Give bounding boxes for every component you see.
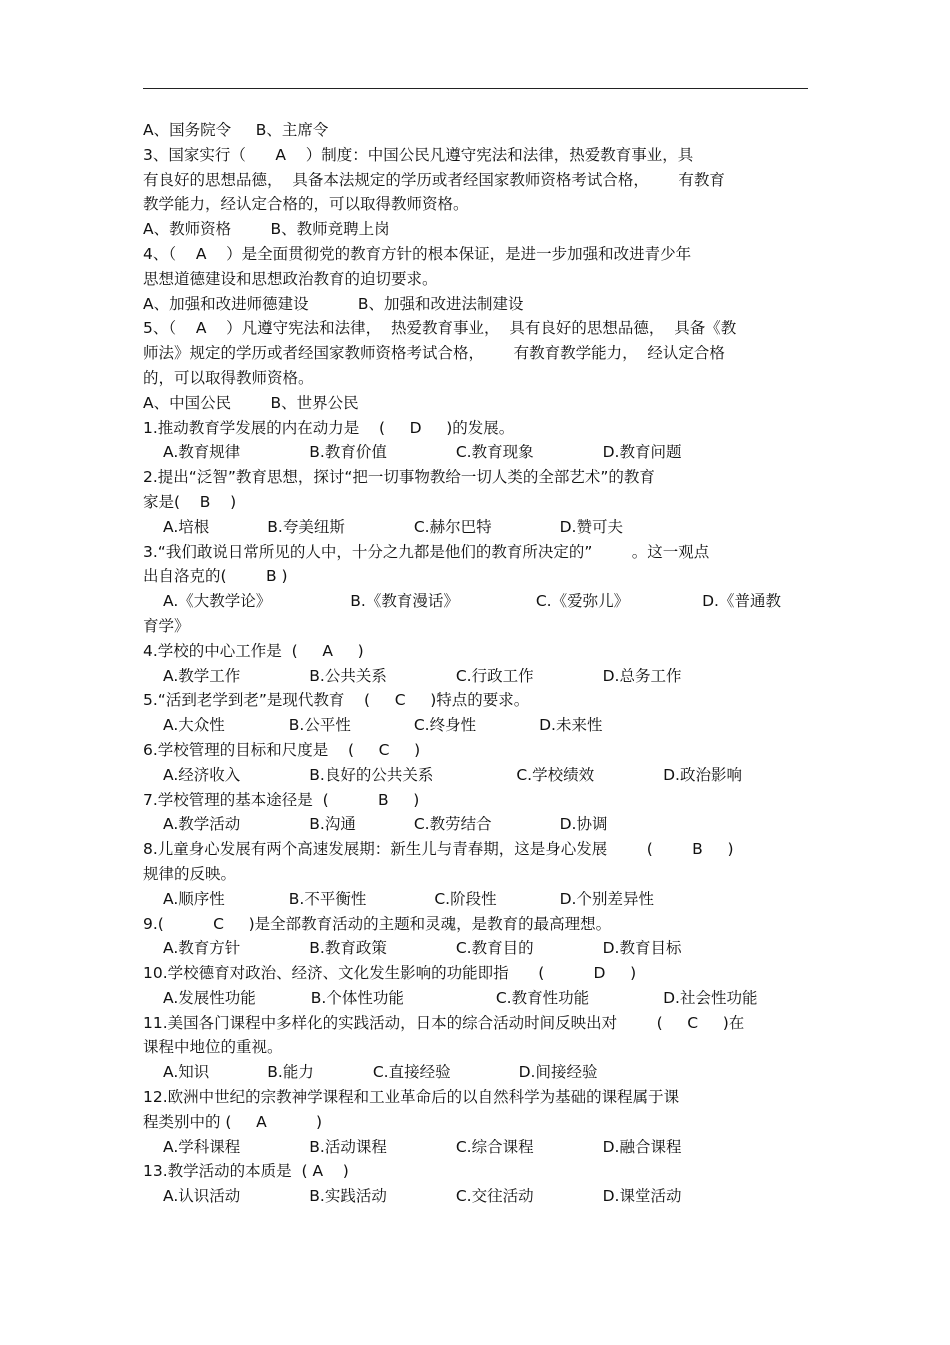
- option-item: C.直接经验: [372, 1063, 451, 1082]
- option-item: B.个体性功能: [310, 988, 404, 1007]
- option-item: D.总务工作: [602, 666, 682, 685]
- options-row: [143, 763, 808, 788]
- option-item: C.教育目的: [455, 939, 534, 958]
- option-item: A.顺序性: [163, 889, 225, 908]
- option-item: A.发展性功能: [163, 988, 256, 1007]
- option-item: B.公共关系: [309, 666, 387, 685]
- option-item: A.经济收入: [163, 765, 241, 784]
- text-line: A、加强和改进师德建设 B、加强和改进法制建设: [143, 294, 524, 313]
- text-line: 5、（ A ）凡遵守宪法和法律， 热爱教育事业， 具有良好的思想品德， 具备《教: [143, 319, 737, 338]
- options-row: [143, 440, 808, 465]
- option-item: D.教育目标: [602, 939, 682, 958]
- text-line: 9.( C )是全部教育活动的主题和灵魂，是教育的最高理想。: [143, 914, 612, 933]
- options-row: [143, 887, 808, 912]
- header-rule: [143, 88, 808, 89]
- text-line: 程类别中的 ( A ): [143, 1112, 323, 1131]
- option-item: C.教劳结合: [413, 815, 492, 834]
- option-item: A.大众性: [163, 716, 225, 735]
- option-item: B.沟通: [309, 815, 356, 834]
- options-row: [143, 515, 808, 540]
- text-line: 4、（ A ）是全面贯彻党的教育方针的根本保证，是进一步加强和改进青少年: [143, 244, 692, 263]
- option-item: A.教学工作: [163, 666, 241, 685]
- text-line: 7.学校管理的基本途径是 ( B ): [143, 790, 420, 809]
- option-item: A.认识活动: [163, 1187, 241, 1206]
- option-item: A.教育方针: [163, 939, 241, 958]
- text-line: 3.“我们敢说日常所见的人中，十分之九都是他们的教育所决定的” 。这一观点: [143, 542, 710, 561]
- option-item: D.教育问题: [602, 443, 682, 462]
- option-item: B.实践活动: [309, 1187, 387, 1206]
- text-line: 有良好的思想品德， 具备本法规定的学历或者经国家教师资格考试合格， 有教育: [143, 170, 725, 189]
- option-item: C.行政工作: [455, 666, 534, 685]
- options-row: [143, 1060, 808, 1085]
- option-item: A.学科课程: [163, 1137, 241, 1156]
- options-row: [143, 664, 808, 689]
- options-row: [143, 1184, 808, 1209]
- text-line: 的，可以取得教师资格。: [143, 368, 314, 387]
- options-row: [143, 1135, 808, 1160]
- option-item: D.个别差异性: [559, 889, 654, 908]
- option-item: C.赫尔巴特: [413, 517, 492, 536]
- text-line: 课程中地位的重视。: [143, 1038, 283, 1057]
- option-item: C.综合课程: [455, 1137, 534, 1156]
- options-row: [143, 986, 808, 1011]
- text-line: 4.学校的中心工作是 ( A ): [143, 641, 364, 660]
- option-item: D.课堂活动: [602, 1187, 682, 1206]
- option-item: B.活动课程: [309, 1137, 387, 1156]
- options-row: [143, 936, 808, 961]
- option-item: C.学校绩效: [516, 765, 595, 784]
- document-body: [143, 118, 808, 1209]
- option-item: B.不平衡性: [288, 889, 367, 908]
- text-line: 育学》: [143, 616, 190, 635]
- option-item: B.良好的公共关系: [309, 765, 434, 784]
- option-item: C.交往活动: [455, 1187, 534, 1206]
- option-item: A.《大教学论》: [163, 592, 272, 611]
- option-item: B.公平性: [288, 716, 351, 735]
- text-line: A、中国公民 B、世界公民: [143, 393, 359, 412]
- option-item: C.教育性功能: [495, 988, 590, 1007]
- option-item: D.未来性: [539, 716, 603, 735]
- option-item: B.教育政策: [309, 939, 387, 958]
- option-item: D.政治影响: [663, 765, 742, 784]
- option-item: C.教育现象: [455, 443, 534, 462]
- option-item: D.融合课程: [602, 1137, 682, 1156]
- text-line: 师法》规定的学历或者经国家教师资格考试合格， 有教育教学能力， 经认定合格: [143, 344, 725, 363]
- text-line: 家是( B ): [143, 492, 237, 511]
- option-item: A.教学活动: [163, 815, 241, 834]
- text-line: 8.儿童身心发展有两个高速发展期：新生儿与青春期，这是身心发展 ( B ): [143, 840, 734, 859]
- option-item: A.知识: [163, 1063, 210, 1082]
- text-line: 教学能力，经认定合格的，可以取得教师资格。: [143, 195, 469, 214]
- option-item: D.间接经验: [518, 1063, 598, 1082]
- text-line: 思想道德建设和思想政治教育的迫切要求。: [143, 269, 438, 288]
- text-line: 出自洛克的( B ): [143, 567, 288, 586]
- option-item: D.协调: [559, 815, 608, 834]
- text-line: 规律的反映。: [143, 864, 237, 883]
- option-item: B.教育价值: [309, 443, 387, 462]
- text-line: 3、国家实行（ A ）制度：中国公民凡遵守宪法和法律，热爱教育事业，具: [143, 145, 694, 164]
- option-item: D.社会性功能: [663, 988, 758, 1007]
- text-line: A、国务院令 B、主席令: [143, 121, 329, 139]
- option-item: D.《普通教: [702, 592, 781, 611]
- text-line: 11.美国各门课程中多样化的实践活动，日本的综合活动时间反映出对 ( C )在: [143, 1013, 745, 1032]
- option-item: D.赞可夫: [559, 517, 623, 536]
- text-line: 12.欧洲中世纪的宗教神学课程和工业革命后的以自然科学为基础的课程属于课: [143, 1088, 680, 1107]
- text-line: A、教师资格 B、教师竞聘上岗: [143, 220, 390, 239]
- text-line: 13.教学活动的本质是 ( A ): [143, 1162, 349, 1181]
- option-item: A.培根: [163, 517, 210, 536]
- option-item: A.教育规律: [163, 443, 241, 462]
- text-line: 6.学校管理的目标和尺度是 ( C ): [143, 740, 421, 759]
- options-row: [143, 812, 808, 837]
- text-line: 2.提出“泛智”教育思想，探讨“把一切事物教给一切人类的全部艺术”的教育: [143, 468, 655, 487]
- text-line: 1.推动教育学发展的内在动力是 ( D )的发展。: [143, 418, 515, 437]
- text-line: 10.学校德育对政治、经济、文化发生影响的功能即指 ( D ): [143, 964, 637, 983]
- option-item: C.《爱弥儿》: [535, 592, 630, 611]
- option-item: B.夸美纽斯: [267, 517, 345, 536]
- option-item: C.终身性: [413, 716, 477, 735]
- text-line: 5.“活到老学到老”是现代教育 ( C )特点的要求。: [143, 691, 530, 710]
- options-row: [143, 589, 808, 614]
- options-row: [143, 713, 808, 738]
- option-item: C.阶段性: [434, 889, 497, 908]
- option-item: B.能力: [267, 1063, 314, 1082]
- option-item: B.《教育漫话》: [350, 592, 459, 611]
